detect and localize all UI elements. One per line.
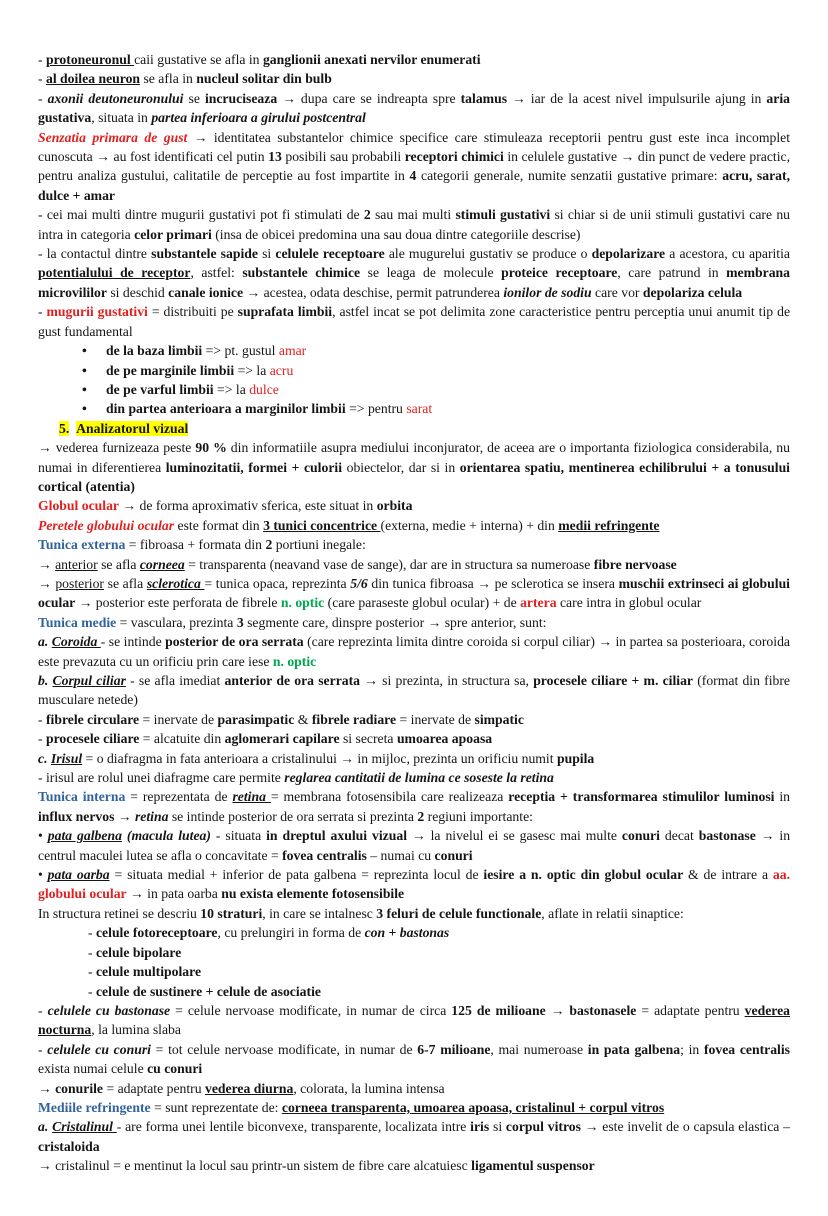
text-run: cu conuri (147, 1061, 203, 1077)
text-run: Peretele globului ocular (38, 517, 175, 533)
text-run: 4 (409, 168, 417, 184)
text-run: orientarea spatiu, mentinerea echilibrului + a tonusului cortical (atentia) (38, 459, 790, 494)
text-run: nucleul solitar din bulb (196, 71, 332, 87)
text-run: talamus (460, 90, 508, 106)
text-run: celule multipolare (95, 964, 202, 980)
text-run: umoarea apoasa (396, 731, 493, 747)
text-run: de la baza limbii (106, 343, 203, 359)
text-run: Tunica medie (38, 614, 117, 630)
text-run: luminozitatii, formei + culorii (165, 459, 343, 475)
document-body (38, 50, 790, 1176)
text-run: acru, sarat, dulce + amar (38, 168, 790, 203)
text-run: , in care se intalnesc (262, 905, 377, 921)
text-run: proteice receptoare (501, 265, 618, 281)
text-run: sarat (406, 401, 433, 417)
text-run: → de forma aproximativ sferica, este situat in (119, 498, 377, 514)
text-run: in dreptul axului vizual (266, 828, 407, 844)
text-run: = adaptate pentru (103, 1080, 205, 1096)
text-run: aria gustativa (38, 90, 790, 126)
bullet-icon: • (82, 381, 87, 397)
paragraph (38, 244, 790, 302)
text-run: Tunica externa (38, 537, 126, 553)
text-run: fovea centralis (703, 1041, 790, 1057)
text-run: muschii extrinseci ai globului ocular (38, 575, 790, 611)
bullet-list-item (38, 341, 790, 360)
text-run: - (38, 304, 47, 320)
text-run: = inervate de (396, 711, 475, 727)
text-run: categorii generale, numite senzatii gustative primare: (416, 168, 723, 184)
text-run: vederea diurna (204, 1080, 294, 1096)
text-run: - la contactul dintre (38, 246, 152, 262)
text-run: se afla (97, 556, 140, 572)
paragraph (38, 516, 790, 535)
text-run: canale ionice (168, 284, 244, 300)
paragraph (38, 205, 790, 244)
text-run: acru (269, 362, 294, 378)
text-run: b. (38, 673, 53, 688)
paragraph (38, 826, 790, 865)
text-run: 3 feluri de celule functionale (376, 905, 542, 921)
text-run: → (545, 1002, 570, 1018)
text-run: si secreta (339, 731, 397, 747)
text-run: influx nervos (38, 808, 115, 824)
paragraph (38, 574, 790, 613)
text-run: potentialului de receptor (38, 265, 191, 281)
text-run: → iar de la acest nivel impulsurile ajung in (507, 90, 767, 106)
text-run: (care reprezinta limita dintre coroida si corpul ciliar) → in partea sa posterioara, coroida este prevazuta cu un orificiu prin care iese (38, 634, 791, 669)
text-run: - situata (210, 828, 267, 844)
bullet-icon: • (82, 401, 87, 417)
text-run: → cristalinul = e mentinut la locul sau printr-un sistem de fibre care alcatuiesc (38, 1158, 472, 1174)
text-run: , mai numeroase (490, 1041, 588, 1057)
text-run: in celulele gustative → din punct de vedere practic, pentru analiza gustului, calitatile de perceptie au fost impartite in (38, 149, 791, 184)
paragraph (38, 438, 790, 496)
paragraph (38, 671, 790, 710)
section-heading (38, 419, 790, 438)
text-run: , astfel: (190, 265, 243, 281)
text-run: - se afla imediat (125, 673, 225, 688)
text-run: - (38, 711, 46, 727)
bullet-list-item (38, 380, 790, 399)
text-run: posterior de ora serrata (165, 634, 304, 650)
text-run: conurile (55, 1080, 104, 1096)
paragraph (38, 1079, 790, 1098)
text-run: decat (659, 828, 699, 844)
text-run: => pt. gustul (202, 343, 279, 359)
text-run: retina (232, 789, 271, 805)
text-run: sau mai multi (370, 207, 456, 223)
text-run: in (774, 789, 791, 805)
text-run: de pe varful limbii (106, 381, 214, 397)
text-run: Senzatia primara de gust (38, 129, 188, 145)
text-run: stimuli gustativi (455, 207, 551, 223)
text-run: obiectelor, dar si in (342, 459, 460, 475)
text-run: procesele ciliare + m. ciliar (533, 673, 693, 688)
text-run: - (88, 983, 96, 999)
paragraph (38, 128, 790, 206)
paragraph (38, 768, 790, 787)
text-run: - (88, 944, 96, 960)
text-run: - se intinde (100, 634, 166, 650)
text-run: medii refringente (558, 517, 660, 533)
text-run: fibrele radiare (311, 711, 397, 727)
text-run: parasimpatic (217, 711, 295, 727)
text-run: posibili sau probabili (281, 149, 405, 165)
text-run: fibrele circulare (45, 711, 140, 727)
text-run: pata oarba (47, 867, 110, 883)
text-run: – numai cu (366, 847, 435, 863)
text-run: → (114, 808, 135, 824)
text-run: → vederea furnizeaza peste (38, 440, 196, 456)
text-run: protoneuronul (45, 52, 135, 67)
text-run: , astfel incat se pot delimita zone caracteristice pentru perceptia unui anumit tip de gust fundamental (38, 304, 791, 339)
text-run: in pata galbena (587, 1041, 681, 1057)
text-run: → (38, 1080, 56, 1096)
text-run: fovea centralis (282, 847, 367, 863)
text-run: axonii deutoneuronului (47, 90, 184, 106)
text-run: - (38, 731, 46, 747)
text-run: , colorata, la lumina intensa (293, 1080, 445, 1096)
text-run: - (88, 964, 96, 980)
text-run: 90 % (195, 440, 227, 456)
text-run: ganglionii anexati nervilor enumerati (262, 52, 481, 67)
text-run: Mediile refringente (38, 1099, 151, 1115)
text-run: simpatic (474, 711, 524, 727)
text-run: sclerotica (146, 575, 205, 591)
text-run: Irisul (50, 750, 83, 766)
text-run: = distribuiti pe (147, 304, 238, 320)
text-run: dulce (249, 381, 279, 397)
text-run: 125 de milioane (451, 1002, 546, 1018)
text-run: (format din fibre musculare netede) (38, 673, 791, 708)
bullet-list-item (38, 361, 790, 380)
text-run: depolarizare (591, 246, 666, 262)
text-run: celulele receptoare (275, 246, 385, 262)
text-run: → acestea, odata deschise, permit patrunderea (243, 284, 504, 300)
text-run: substantele chimice (242, 265, 361, 281)
text-run: = vasculara, prezinta (116, 614, 237, 630)
text-run: ; in (680, 1041, 704, 1057)
text-run: celulele cu bastonase (47, 1002, 171, 1018)
text-run: de pe marginile limbii (106, 362, 235, 378)
text-run: → in centrul maculei lutea se afla o concavitate = (38, 828, 791, 863)
text-run: Coroida (51, 634, 101, 650)
text-run: • (38, 828, 48, 844)
text-run: c. (38, 750, 51, 766)
text-run: → posterior este perforata de fibrele (75, 595, 281, 611)
text-run: si (489, 1119, 506, 1135)
text-run: corneea (139, 556, 185, 572)
text-run: aa. globului ocular (38, 867, 790, 902)
text-run: Analizatorul vizual (76, 420, 189, 436)
paragraph (38, 787, 790, 826)
text-run: iesire a n. optic din globul ocular (483, 867, 684, 883)
text-run: 13 (268, 149, 282, 165)
text-run: aglomerari capilare (224, 731, 340, 747)
text-run: depolariza celula (642, 284, 743, 300)
text-run: → in pata oarba (126, 886, 222, 902)
text-run: - (38, 90, 48, 106)
text-run: = situata medial + inferior de pata galbena = reprezinta locul de (109, 867, 484, 883)
paragraph (38, 302, 790, 341)
text-run: din tunica fibroasa → pe sclerotica se insera (367, 575, 619, 591)
text-run: = inervate de (139, 711, 218, 727)
paragraph (38, 1156, 790, 1175)
text-run: con + bastonas (364, 925, 450, 941)
text-run: , situata in (91, 110, 152, 126)
text-run: - (88, 925, 96, 941)
text-run: In structura retinei se descriu (38, 905, 201, 921)
text-run: ionilor de sodiu (503, 284, 592, 300)
text-run: n. optic (272, 653, 317, 669)
text-run: partea inferioara a girului postcentral (151, 110, 366, 126)
bullet-icon: • (82, 343, 87, 359)
paragraph (38, 89, 790, 128)
text-run: al doilea neuron (45, 71, 141, 87)
paragraph (38, 555, 790, 574)
text-run: amar (278, 343, 307, 359)
text-run: 5/6 (350, 575, 368, 591)
text-run: , la lumina slaba (91, 1022, 181, 1038)
text-run: → si prezinta, in structura sa, (360, 673, 534, 688)
text-run: = membrana fotosensibila care realizeaza (270, 789, 509, 805)
text-run: vederea nocturna (38, 1002, 791, 1038)
text-run: conuri (434, 847, 473, 863)
sub-list-item (38, 923, 790, 942)
text-run: se afla (103, 575, 147, 591)
text-run: (macula lutea) (126, 828, 211, 844)
text-run: este format din (174, 517, 264, 533)
text-run: caii gustative se afla in (134, 52, 263, 67)
paragraph (38, 1001, 790, 1040)
text-run: cristaloida (38, 1138, 100, 1154)
paragraph (38, 535, 790, 554)
text-run: bastonasele (569, 1002, 637, 1018)
text-run: bastonase (698, 828, 756, 844)
text-run: Globul ocular (38, 498, 119, 514)
text-run: exista numai celule (38, 1061, 148, 1077)
text-run: si (257, 246, 276, 262)
text-run: membrana microvililor (38, 265, 791, 300)
sub-list-item (38, 982, 790, 1001)
text-run: (externa, medie + interna) + din (380, 517, 559, 533)
text-run: si chiar si de unii stimuli gustativi care nu intra in categoria (38, 207, 791, 242)
text-run: - (38, 71, 46, 87)
text-run: => la (234, 362, 270, 378)
text-run: → dupa care se indreapta spre (277, 90, 461, 106)
text-run: nu exista elemente fotosensibile (221, 886, 405, 902)
paragraph (38, 50, 790, 69)
text-run: (insa de obicei predomina una sau doua dintre categoriile descrise) (211, 226, 581, 242)
text-run: = tunica opaca, reprezinta (204, 575, 351, 591)
text-run: celulele cu conuri (47, 1041, 151, 1057)
text-run: anterior de ora serrata (224, 673, 361, 688)
text-run: celule de sustinere + celule de asociatie (95, 983, 321, 999)
text-run: Cristalinul (52, 1119, 117, 1135)
text-run: , cu prelungiri in forma de (217, 925, 365, 941)
text-run: care vor (591, 284, 643, 300)
text-run: a. (38, 1119, 53, 1135)
text-run: - are forma unei lentile biconvexe, transparente, localizata intre (116, 1119, 471, 1135)
text-run: reglarea cantitatii de lumina ce soseste la retina (284, 770, 554, 786)
text-run: 3 (236, 614, 244, 630)
text-run: - (38, 1041, 48, 1057)
text-run: 2 (265, 537, 273, 553)
bullet-icon: • (82, 362, 87, 378)
paragraph (38, 729, 790, 748)
text-run: = reprezentata de (125, 789, 233, 805)
paragraph (38, 69, 790, 88)
text-run: → este invelit de o capsula elastica – (580, 1119, 790, 1135)
text-run: & (294, 711, 312, 727)
paragraph (38, 749, 790, 768)
text-run: 2 (363, 207, 371, 223)
text-run: (care paraseste globul ocular) + de (324, 595, 521, 611)
text-run: 6-7 milioane (417, 1041, 491, 1057)
paragraph (38, 1117, 790, 1156)
text-run: = tot celule nervoase modificate, in numar de (150, 1041, 418, 1057)
text-run: suprafata limbii (237, 304, 333, 320)
text-run: din informatiile asupra mediului inconjurator, de aceea are o importanta fiziologica considerabila, nu numai in diferentierea (38, 440, 790, 475)
sub-list-item (38, 943, 790, 962)
text-run: corpul vitros (505, 1119, 581, 1135)
text-run: Tunica interna (38, 789, 126, 805)
text-run: mugurii gustativi (46, 304, 148, 320)
text-run: celor primari (134, 226, 212, 242)
text-run: se (183, 90, 205, 106)
text-run: Corpul ciliar (52, 673, 126, 688)
text-run: receptori chimici (404, 149, 504, 165)
text-run: orbita (376, 498, 413, 514)
text-run: portiuni inegale: (272, 537, 366, 553)
text-run: → identitatea substantelor chimice specifice care stimuleaza receptorii pentru gust este inca incomplet cunoscuta → au fost identificati cel putin (38, 129, 791, 165)
bullet-list-item (38, 399, 790, 418)
paragraph (38, 1098, 790, 1117)
text-run: regiuni importante: (424, 808, 533, 824)
text-run: fibre nervoase (593, 556, 677, 572)
text-run: corneea transparenta, umoarea apoasa, cristalinul + corpul vitros (281, 1099, 665, 1115)
paragraph (38, 710, 790, 729)
text-run: care intra in globul ocular (556, 595, 702, 611)
paragraph (38, 904, 790, 923)
text-run: - irisul are rolul unei diafragme care permite (38, 770, 285, 786)
text-run: a acestora, cu aparitia (665, 246, 790, 262)
text-run: 5. (59, 420, 70, 436)
text-run: => pentru (345, 401, 407, 417)
text-run: procesele ciliare (45, 731, 140, 747)
paragraph (38, 1040, 790, 1079)
text-run: → (38, 575, 56, 591)
text-run: din partea anterioara a marginilor limbii (106, 401, 346, 417)
text-run: 3 tunici concentrice (263, 517, 381, 533)
text-run: celule bipolare (95, 944, 182, 960)
paragraph (38, 865, 790, 904)
text-run: - (38, 52, 46, 67)
text-run: - (38, 1002, 48, 1018)
text-run: anterior (55, 556, 98, 572)
paragraph (38, 632, 790, 671)
text-run: = fibroasa + formata din (125, 537, 266, 553)
text-run: = sunt reprezentate de: (150, 1099, 282, 1115)
text-run: = adaptate pentru (636, 1002, 745, 1018)
text-run: segmente care, dinspre posterior → spre anterior, sunt: (243, 614, 547, 630)
text-run: = o diafragma in fata anterioara a cristalinului → in mijloc, prezinta un orificiu numit (82, 750, 557, 766)
text-run: , aflate in relatii sinaptice: (541, 905, 684, 921)
text-run: n. optic (280, 595, 325, 611)
text-run: se intinde posterior de ora serrata si prezinta (168, 808, 418, 824)
text-run: = transparenta (neavand vase de sange), dar are in structura sa numeroase (184, 556, 594, 572)
text-run: a. (38, 634, 52, 650)
text-run: retina (134, 808, 169, 824)
text-run: si deschid (106, 284, 169, 300)
text-run: pata galbena (47, 828, 122, 844)
text-run: ale mugurelui gustativ se produce o (384, 246, 592, 262)
text-run: = alcatuite din (139, 731, 225, 747)
text-run: => la (213, 381, 250, 397)
text-run: incruciseaza (204, 90, 278, 106)
text-run: se afla in (140, 71, 197, 87)
text-run: ligamentul suspensor (471, 1158, 595, 1174)
text-run: , care patrund in (617, 265, 727, 281)
text-run: - cei mai multi dintre mugurii gustativi pot fi stimulati de (38, 207, 364, 223)
text-run: se leaga de molecule (360, 265, 502, 281)
text-run: iris (470, 1119, 490, 1135)
text-run: → la nivelul ei se gasesc mai multe (407, 828, 622, 844)
sub-list-item (38, 962, 790, 981)
text-run: • (38, 867, 48, 883)
text-run: pupila (556, 750, 595, 766)
text-run: celule fotoreceptoare (95, 925, 218, 941)
text-run: 10 straturi (200, 905, 263, 921)
paragraph (38, 613, 790, 632)
text-run: receptia + transformarea stimulilor luminosi (508, 789, 775, 805)
text-run: artera (520, 595, 557, 611)
text-run: substantele sapide (151, 246, 258, 262)
text-run: → (38, 556, 56, 572)
text-run: conuri (621, 828, 660, 844)
text-run: posterior (55, 575, 104, 591)
text-run: & de intrare a (683, 867, 773, 883)
paragraph (38, 496, 790, 515)
text-run: 2 (417, 808, 425, 824)
text-run: = celule nervoase modificate, in numar de circa (170, 1002, 452, 1018)
